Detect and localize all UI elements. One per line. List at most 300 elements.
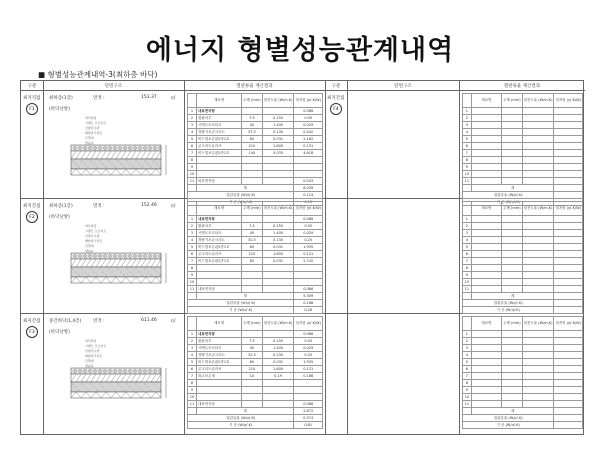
table-row: [463, 223, 583, 230]
material-name: 외표면저항: [197, 178, 242, 185]
legend-text: 배합콘크리트: [85, 131, 103, 135]
conductivity: [262, 216, 294, 223]
material-name: 합판마루: [197, 115, 242, 122]
calc-table: [187, 316, 323, 429]
table-row: [188, 331, 323, 338]
row-no: 7: [463, 258, 472, 265]
material-name: 콘크리트슬라브: [197, 366, 242, 373]
material-name: 복고보온재: [197, 373, 242, 380]
row-no: 11: [188, 286, 197, 293]
resistance: [294, 279, 323, 286]
thickness: [242, 380, 262, 387]
col-no: [188, 202, 197, 216]
resistance: 0.086: [294, 331, 323, 338]
thickness: 210: [242, 251, 262, 258]
row-no: 5: [188, 359, 197, 366]
conductivity: [262, 279, 294, 286]
table-row: [188, 223, 323, 230]
row-no: 8: [463, 380, 472, 387]
u-label: 열관류율 (W/㎡.K): [463, 300, 554, 307]
table-row: [463, 143, 583, 150]
row-no: 5: [463, 136, 472, 143]
material-name: [197, 380, 242, 387]
col-header: 재료명: [197, 317, 242, 331]
thickness: [242, 178, 262, 185]
col-header: 열전도율 (W/m.K): [262, 317, 294, 331]
col-header: 열전도율 (W/m.K): [522, 202, 554, 216]
resistance: 0.05: [294, 223, 323, 230]
floor-section-drawing: [51, 251, 176, 287]
conductivity: 1.600: [262, 366, 294, 373]
resistance: 2.162: [294, 136, 323, 143]
table-row: [463, 394, 583, 401]
thickness: 40: [242, 345, 262, 352]
row-no: 1: [463, 331, 472, 338]
col-header: 두께 (mm): [502, 202, 522, 216]
material-name: 시멘트모르타르: [197, 122, 242, 129]
material-name: 비드법보온판2종1호: [197, 136, 242, 143]
conductivity: [262, 265, 294, 272]
legend-text: 배합콘크리트: [85, 354, 103, 358]
table-row: [188, 286, 323, 293]
std-value: 0.15: [294, 199, 323, 206]
table-row: [463, 265, 583, 272]
material-name: 내표면저항: [197, 401, 242, 408]
calc-table: [462, 93, 583, 206]
thickness: [242, 394, 262, 401]
section-name: 최하층(1층): [49, 96, 73, 101]
resistance: 0.029: [294, 230, 323, 237]
header-gubun-left: 구분: [21, 81, 43, 91]
material-name: [197, 279, 242, 286]
resistance: 1.935: [294, 244, 323, 251]
row-no: 5: [463, 359, 472, 366]
thickness: 10: [242, 373, 262, 380]
table-row: [188, 136, 323, 143]
row-no: 4: [463, 352, 472, 359]
table-row: [188, 251, 323, 258]
area-unit: ㎡: [171, 319, 176, 324]
total-label: 계: [471, 408, 554, 415]
row-no: 1: [463, 216, 472, 223]
row-no: 3: [188, 345, 197, 352]
row-no: 9: [188, 272, 197, 279]
calc-table: [462, 201, 583, 314]
std-label: 기 준 (W/㎡.K): [188, 307, 294, 314]
col-header: 열저항 (㎡.K/W): [554, 94, 583, 108]
table-row: [463, 366, 583, 373]
row-no: 2: [463, 338, 472, 345]
row-no: 6: [463, 251, 472, 258]
row-no: 10: [188, 279, 197, 286]
conductivity: [262, 380, 294, 387]
material-name: 경량기포콘크리트: [197, 237, 242, 244]
thickness: 210: [242, 366, 262, 373]
table-row: [463, 279, 583, 286]
material-name: 시멘트모르타르: [197, 345, 242, 352]
table-row: [188, 345, 323, 352]
col-header: 열전도율 (W/m.K): [262, 202, 294, 216]
std-label: 기 준 (W/㎡.K): [463, 422, 554, 429]
floor-type-label: (바닥난방): [49, 215, 70, 220]
table-row: [188, 237, 323, 244]
calc-table: [187, 201, 323, 314]
table-row: [463, 286, 583, 293]
divider: [43, 81, 44, 434]
material-name: 비드법보온판2종1호: [197, 244, 242, 251]
table-row: [463, 164, 583, 171]
col-header: 열전도율 (W/m.K): [262, 94, 294, 108]
row-no: 11: [188, 178, 197, 185]
std-label: 기 준 (W/㎡.K): [188, 199, 294, 206]
header-gubun-right: 구분: [325, 81, 347, 91]
row-no: 6: [188, 251, 197, 258]
col-header: 재료명: [471, 317, 501, 331]
thickness: [242, 272, 262, 279]
row-no: 8: [188, 265, 197, 272]
divider: [347, 81, 348, 434]
legend-text: 난방온수관: [85, 349, 100, 353]
row-no: 3: [188, 122, 197, 129]
col-header: 열저항 (㎡.K/W): [554, 317, 583, 331]
conductivity: [262, 157, 294, 164]
area-label: 면적 :: [93, 204, 105, 209]
conductivity: 0.031: [262, 359, 294, 366]
conductivity: 0.130: [262, 352, 294, 359]
material-name: [197, 157, 242, 164]
table-row: [188, 171, 323, 178]
table-row: [463, 157, 583, 164]
table-row: [188, 150, 323, 157]
total-value: 8.039: [294, 185, 323, 192]
u-label: 열관류율 (W/㎡.K): [188, 300, 294, 307]
row-no: 10: [463, 171, 472, 178]
resistance: 0.029: [294, 122, 323, 129]
resistance: 0.186: [294, 373, 323, 380]
row-no: 4: [463, 129, 472, 136]
total-label: 계: [471, 293, 554, 300]
table-row: [188, 230, 323, 237]
legend-text: 바닥마감: [85, 339, 97, 343]
thickness: [242, 265, 262, 272]
material-name: 내표면저항: [197, 216, 242, 223]
section-code-badge: F3: [26, 326, 38, 338]
conductivity: 0.150: [262, 223, 294, 230]
col-header: 재료명: [471, 94, 501, 108]
section-group-label: 최지간접: [23, 204, 41, 209]
legend-text: 바닥마감: [85, 116, 97, 120]
header-danmyeon-right: 단면구조: [347, 81, 459, 91]
col-header: 열저항 (㎡.K/W): [294, 94, 323, 108]
row-no: 3: [463, 122, 472, 129]
resistance: [294, 387, 323, 394]
table-row: [188, 380, 323, 387]
area-label: 면적 :: [93, 96, 105, 101]
table-row: [188, 352, 323, 359]
table-row: [188, 157, 323, 164]
thickness: 210: [242, 143, 262, 150]
section-subtitle: ■ 형별성능관계내역-3(최하층 바닥): [38, 70, 158, 79]
legend-text: 시멘트 모르타르: [85, 229, 107, 233]
row-no: 10: [188, 394, 197, 401]
legend-text: 방습층: [85, 249, 94, 253]
conductivity: [262, 387, 294, 394]
thickness: [242, 401, 262, 408]
total-label: 계: [197, 185, 294, 192]
material-name: 시멘트모르타르: [197, 230, 242, 237]
col-header: 두께 (mm): [502, 317, 522, 331]
thickness: 37.5: [242, 129, 262, 136]
floor-type-label: (바닥난방): [49, 330, 70, 335]
legend-text: 바닥마감: [85, 224, 97, 228]
table-row: [188, 401, 323, 408]
resistance: 0.131: [294, 143, 323, 150]
row-no: 3: [463, 345, 472, 352]
floor-section-drawing: [51, 366, 176, 402]
row-no: 10: [188, 171, 197, 178]
conductivity: [262, 401, 294, 408]
resistance: 0.043: [294, 178, 323, 185]
u-label: 열관류율 (W/㎡.K): [188, 415, 294, 422]
std-label: 기 준 (W/㎡.K): [188, 422, 294, 429]
table-row: [188, 394, 323, 401]
resistance: [294, 164, 323, 171]
resistance: 0.029: [294, 345, 323, 352]
total-label: 계: [197, 293, 294, 300]
row-no: 8: [463, 157, 472, 164]
legend-text: 시멘트 모르타르: [85, 121, 107, 125]
conductivity: 0.130: [262, 129, 294, 136]
thickness: 65: [242, 136, 262, 143]
table-row: [188, 359, 323, 366]
row-no: 9: [463, 272, 472, 279]
conductivity: [262, 108, 294, 115]
row-no: 10: [463, 279, 472, 286]
thickness: 32.5: [242, 352, 262, 359]
table-row: [463, 129, 583, 136]
col-no: [188, 94, 197, 108]
u-label: 열관류율 (W/㎡.K): [463, 192, 554, 199]
thickness: [242, 108, 262, 115]
resistance: 0.25: [294, 237, 323, 244]
row-no: 6: [188, 143, 197, 150]
col-header: 열저항 (㎡.K/W): [294, 317, 323, 331]
legend-text: 시멘트 모르타르: [85, 344, 107, 348]
conductivity: [262, 164, 294, 171]
thickness: [242, 331, 262, 338]
thickness: 40: [242, 230, 262, 237]
conductivity: 1.600: [262, 251, 294, 258]
floor-section-drawing: [51, 143, 176, 179]
total-value: 2.672: [294, 408, 323, 415]
table-row: [463, 272, 583, 279]
total-label: 계: [471, 185, 554, 192]
section-group-label: 최지간접: [23, 319, 41, 324]
legend-text: 난방온수관: [85, 234, 100, 238]
calc-table: [187, 93, 323, 206]
row-no: 9: [463, 164, 472, 171]
thickness: 7.5: [242, 115, 262, 122]
area-value: 611.46: [141, 318, 157, 323]
material-name: 콘크리트슬라브: [197, 251, 242, 258]
section-name: 최하층(1층): [49, 204, 73, 209]
row-no: 2: [463, 223, 472, 230]
row-no: 4: [188, 352, 197, 359]
total-value: 5.309: [294, 293, 323, 300]
resistance: [294, 171, 323, 178]
u-label: 열관류율 (W/㎡.K): [188, 192, 294, 199]
thickness: [242, 387, 262, 394]
col-header: 두께 (mm): [242, 94, 262, 108]
resistance: 1.935: [294, 359, 323, 366]
row-no: 7: [463, 373, 472, 380]
table-row: [463, 373, 583, 380]
row-no: 11: [463, 178, 472, 185]
row-no: 8: [188, 380, 197, 387]
legend-text: 단열재: [85, 359, 94, 363]
resistance: [294, 394, 323, 401]
conductivity: 1.400: [262, 230, 294, 237]
std-value: 0.26: [294, 307, 323, 314]
table-row: [463, 171, 583, 178]
thickness: 140: [242, 150, 262, 157]
conductivity: [262, 272, 294, 279]
header-calc-right: 열관류율 계산결과: [459, 81, 585, 91]
u-label: 열관류율 (W/㎡.K): [463, 415, 554, 422]
section-code-badge: F2: [26, 211, 38, 223]
material-name: [197, 272, 242, 279]
conductivity: 1.600: [262, 143, 294, 150]
table-row: [188, 129, 323, 136]
row-no: 7: [188, 258, 197, 265]
area-unit: ㎡: [171, 204, 176, 209]
section-code-badge: F4: [330, 103, 342, 115]
thickness: [242, 171, 262, 178]
resistance: 0.086: [294, 286, 323, 293]
conductivity: 1.400: [262, 122, 294, 129]
row-no: 2: [188, 223, 197, 230]
divider: [184, 81, 185, 434]
material-name: 내표면저항: [197, 108, 242, 115]
col-header: 재료명: [197, 202, 242, 216]
conductivity: [262, 286, 294, 293]
thickness: [242, 216, 262, 223]
col-header: 열전도율 (W/m.K): [522, 317, 554, 331]
row-no: 11: [463, 286, 472, 293]
col-header: 재료명: [471, 202, 501, 216]
header-danmyeon-left: 단면구조: [43, 81, 184, 91]
resistance: [294, 265, 323, 272]
thickness: 7.5: [242, 338, 262, 345]
material-name: 내표면저항: [197, 286, 242, 293]
table-row: [463, 237, 583, 244]
row-no: 1: [188, 331, 197, 338]
table-row: [463, 401, 583, 408]
material-name: 합판마루: [197, 338, 242, 345]
floor-type-label: (바닥난방): [49, 107, 70, 112]
row-no: 2: [188, 338, 197, 345]
section-group-label: 최지간접: [327, 96, 345, 101]
table-row: [463, 331, 583, 338]
conductivity: 0.19: [262, 373, 294, 380]
row-no: 7: [188, 150, 197, 157]
table-row: [188, 178, 323, 185]
resistance: 2.742: [294, 258, 323, 265]
thickness: 60: [242, 359, 262, 366]
u-value: 0.374: [294, 415, 323, 422]
material-name: [197, 387, 242, 394]
col-no: [188, 317, 197, 331]
resistance: 0.05: [294, 338, 323, 345]
std-label: 기 준 (W/㎡.K): [463, 199, 554, 206]
row-no: 3: [463, 230, 472, 237]
table-row: [188, 143, 323, 150]
thickness: [242, 157, 262, 164]
table-row: [188, 265, 323, 272]
section-name: 중간바닥(1,4층): [49, 319, 82, 324]
row-no: 9: [188, 387, 197, 394]
legend-text: 단열재: [85, 244, 94, 248]
row-no: 5: [463, 244, 472, 251]
col-header: 두께 (mm): [502, 94, 522, 108]
conductivity: [262, 171, 294, 178]
material-name: 비드법보온판2종1호: [197, 150, 242, 157]
u-value: 0.188: [294, 300, 323, 307]
table-row: [463, 230, 583, 237]
table-row: [188, 164, 323, 171]
table-row: [463, 251, 583, 258]
row-no: 6: [463, 366, 472, 373]
conductivity: [262, 178, 294, 185]
row-no: 6: [463, 143, 472, 150]
material-name: [197, 394, 242, 401]
table-row: [463, 359, 583, 366]
row-no: 5: [188, 136, 197, 143]
material-name: 경량기포콘크리트: [197, 129, 242, 136]
material-name: 경량기포콘크리트: [197, 352, 242, 359]
col-header: 열전도율 (W/m.K): [522, 94, 554, 108]
row-no: 4: [188, 237, 197, 244]
table-row: [188, 338, 323, 345]
row-no: 3: [188, 230, 197, 237]
material-name: [197, 171, 242, 178]
resistance: 0.086: [294, 108, 323, 115]
conductivity: [262, 394, 294, 401]
table-row: [188, 108, 323, 115]
thickness: [242, 279, 262, 286]
table-row: [463, 338, 583, 345]
resistance: 0.442: [294, 129, 323, 136]
material-name: [197, 164, 242, 171]
col-header: 두께 (mm): [242, 317, 262, 331]
std-value: 0.81: [294, 422, 323, 429]
conductivity: 0.031: [262, 244, 294, 251]
thickness: 85: [242, 258, 262, 265]
material-name: 내표면저항: [197, 331, 242, 338]
thickness: 7.5: [242, 223, 262, 230]
table-row: [188, 122, 323, 129]
conductivity: 0.150: [262, 115, 294, 122]
legend-text: 단열재: [85, 136, 94, 140]
table-row: [188, 387, 323, 394]
row-no: 8: [463, 265, 472, 272]
table-row: [463, 136, 583, 143]
conductivity: [262, 331, 294, 338]
thickness: 32.5: [242, 237, 262, 244]
page-title: 에너지 형별성능관계내역: [145, 35, 455, 66]
table-row: [463, 244, 583, 251]
row-no: 10: [463, 394, 472, 401]
